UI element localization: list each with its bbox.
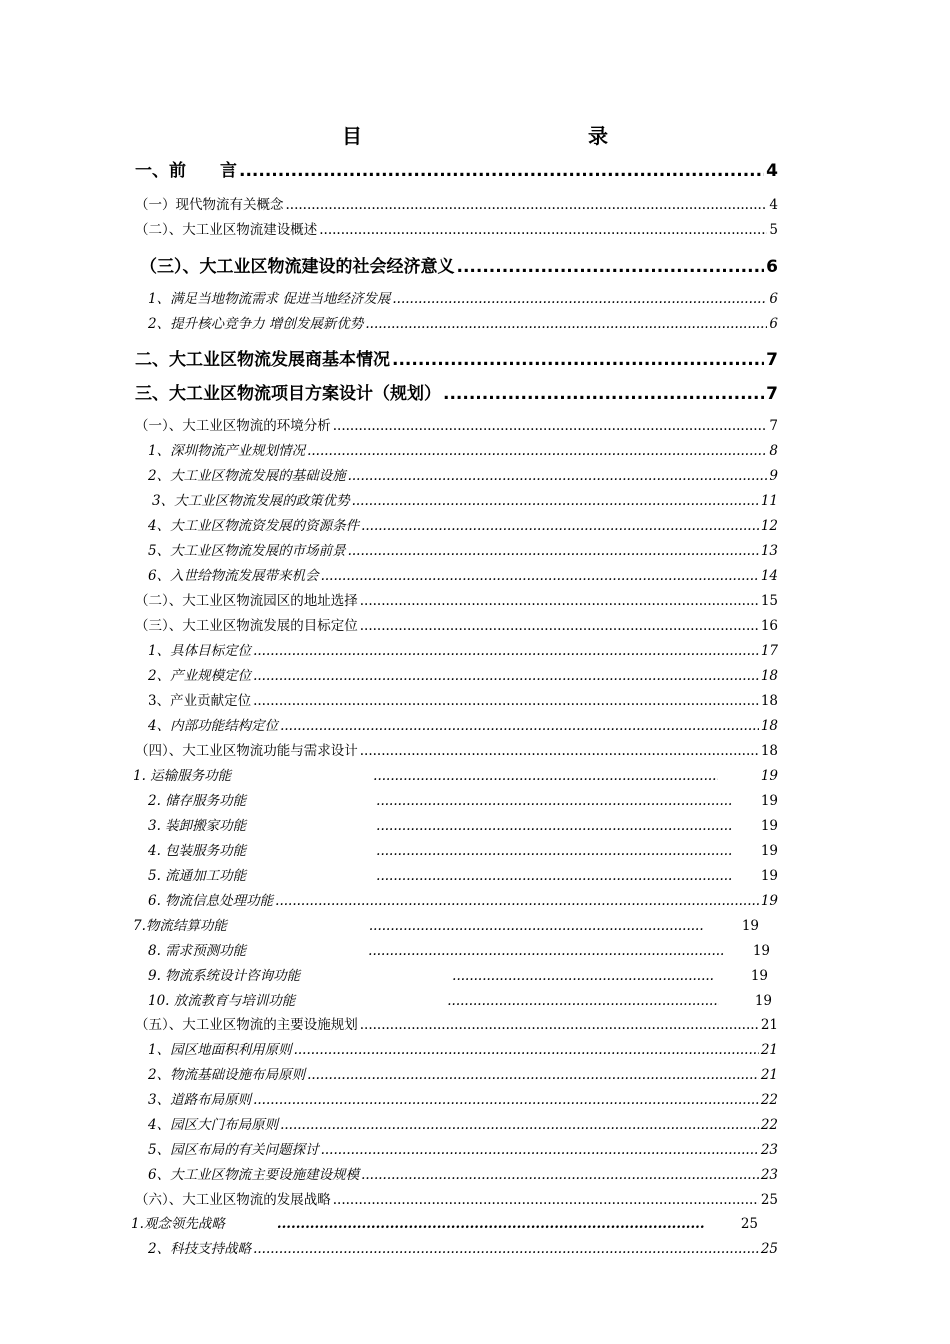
toc-entry-label: 4、园区大门布局原则 [148, 1117, 279, 1133]
dot-leader [360, 743, 759, 759]
toc-entry[interactable] [133, 764, 778, 784]
toc-entry-page: 18 [760, 718, 778, 734]
dot-leader [373, 768, 718, 784]
dot-leader [376, 843, 733, 859]
toc-entry[interactable] [148, 1038, 778, 1058]
toc-entry-page: 19 [741, 918, 759, 934]
toc-entry-page: 6 [769, 291, 778, 307]
toc-entry-page: 13 [760, 543, 778, 559]
dot-leader [376, 818, 733, 834]
toc-entry-label: 1、园区地面积利用原则 [148, 1042, 292, 1058]
toc-entry[interactable] [148, 514, 778, 534]
toc-entry[interactable] [148, 864, 778, 884]
toc-entry[interactable] [148, 464, 778, 484]
dot-leader [348, 468, 768, 484]
toc-entry-page: 21 [760, 1042, 778, 1058]
toc-entry[interactable] [148, 539, 778, 559]
dot-leader [253, 643, 759, 659]
toc-entry-page: 6 [769, 316, 778, 332]
toc-title: 目 录 [342, 124, 670, 148]
toc-entry-label: 5. 流通加工功能 [148, 868, 247, 884]
toc-entry[interactable] [148, 689, 778, 709]
toc-entry-label: 10. 放流教育与培训功能 [148, 993, 296, 1009]
toc-entry-page: 16 [760, 618, 778, 634]
toc-entry[interactable] [135, 218, 778, 238]
dot-leader [369, 918, 704, 934]
toc-entry-label: 三、大工业区物流项目方案设计（规划） [135, 384, 441, 404]
toc-entry[interactable] [135, 156, 778, 181]
toc-entry[interactable] [152, 489, 778, 509]
toc-entry[interactable] [135, 1188, 778, 1208]
toc-entry-page: 25 [760, 1192, 778, 1208]
toc-entry-label: （二）、大工业区物流园区的地址选择 [135, 593, 358, 609]
dot-leader [253, 693, 759, 709]
toc-entry[interactable] [148, 312, 778, 332]
dot-leader [376, 793, 733, 809]
dot-leader [443, 384, 764, 404]
toc-entry[interactable] [148, 989, 772, 1009]
toc-entry-label: （一）、大工业区物流的环境分析 [135, 418, 331, 434]
toc-entry[interactable] [131, 1212, 758, 1232]
toc-entry-label: （三）、大工业区物流发展的目标定位 [135, 618, 358, 634]
toc-entry-label: 1.观念领先战略 [131, 1216, 225, 1232]
dot-leader [360, 618, 759, 634]
toc-entry[interactable] [148, 789, 778, 809]
toc-entry-label: 9. 物流系统设计咨询功能 [148, 968, 301, 984]
toc-entry-label: 1、深圳物流产业规划情况 [148, 443, 306, 459]
toc-entry-page: 19 [760, 818, 778, 834]
toc-entry-page: 25 [740, 1216, 758, 1232]
dot-leader [360, 1017, 759, 1033]
toc-entry[interactable] [148, 889, 778, 909]
toc-entry-page: 17 [760, 643, 778, 659]
toc-entry-page: 21 [760, 1067, 778, 1083]
toc-entry-page: 18 [760, 668, 778, 684]
toc-entry[interactable] [135, 414, 778, 434]
toc-entry-label: 2、大工业区物流发展的基础设施 [148, 468, 346, 484]
toc-entry-label: 3、大工业区物流发展的政策优势 [152, 493, 350, 509]
toc-entry-page: 19 [750, 968, 768, 984]
dot-leader [239, 161, 764, 181]
toc-entry-label: 4. 包装服务功能 [148, 843, 247, 859]
dot-leader [376, 868, 733, 884]
toc-entry-label: 3、道路布局原则 [148, 1092, 252, 1108]
dot-leader [361, 1167, 759, 1183]
toc-entry-label: 7.物流结算功能 [133, 918, 227, 934]
toc-entry-label: 2、科技支持战略 [148, 1241, 252, 1257]
toc-entry[interactable] [148, 639, 778, 659]
toc-entry-page: 19 [754, 993, 772, 1009]
dot-leader [360, 593, 759, 609]
toc-entry[interactable] [135, 1013, 778, 1033]
toc-entry-label: 8. 需求预测功能 [148, 943, 247, 959]
toc-entry-label: 6. 物流信息处理功能 [148, 893, 274, 909]
toc-entry-label: 4、内部功能结构定位 [148, 718, 279, 734]
toc-entry[interactable] [140, 252, 778, 277]
toc-entry-page: 19 [760, 768, 778, 784]
toc-entry-page: 19 [760, 893, 778, 909]
toc-entry[interactable] [148, 664, 778, 684]
dot-leader [307, 443, 767, 459]
dot-leader [333, 1192, 759, 1208]
toc-entry-label: 2、产业规模定位 [148, 668, 252, 684]
toc-entry-label: 3. 装卸搬家功能 [148, 818, 247, 834]
toc-entry-page: 19 [760, 843, 778, 859]
toc-entry-label: （六）、大工业区物流的发展战略 [135, 1192, 331, 1208]
toc-entry[interactable] [135, 614, 778, 634]
toc-entry[interactable] [148, 439, 778, 459]
toc-entry[interactable] [148, 1237, 778, 1257]
toc-entry-label: 2、提升核心竞争力 增创发展新优势 [148, 316, 364, 332]
dot-leader [447, 993, 719, 1009]
toc-entry-label: 一、前 言 [135, 161, 237, 181]
dot-leader [280, 1117, 759, 1133]
toc-entry-page: 9 [769, 468, 778, 484]
toc-entry[interactable] [148, 1063, 778, 1083]
toc-entry-page: 15 [760, 593, 778, 609]
toc-entry-label: （五）、大工业区物流的主要设施规划 [135, 1017, 358, 1033]
toc-entry-page: 6 [766, 257, 778, 277]
toc-entry-label: 6、入世给物流发展带来机会 [148, 568, 319, 584]
dot-leader [333, 418, 768, 434]
toc-entry-page: 19 [752, 943, 770, 959]
dot-leader [253, 668, 759, 684]
toc-entry-page: 7 [766, 384, 778, 404]
toc-entry-page: 14 [760, 568, 778, 584]
toc-entry[interactable] [135, 589, 778, 609]
toc-entry-label: （二）、大工业区物流建设概述 [135, 222, 318, 238]
dot-leader [452, 968, 714, 984]
toc-entry-label: （三）、大工业区物流建设的社会经济意义 [140, 257, 455, 277]
toc-entry[interactable] [135, 379, 778, 404]
toc-entry-label: 二、大工业区物流发展商基本情况 [135, 350, 390, 370]
toc-entry[interactable] [135, 345, 778, 370]
toc-entry[interactable] [133, 914, 759, 934]
toc-entry-page: 18 [760, 693, 778, 709]
dot-leader [352, 493, 759, 509]
toc-entry-page: 19 [760, 793, 778, 809]
toc-entry-page: 7 [766, 350, 778, 370]
toc-entry-page: 7 [769, 418, 778, 434]
toc-entry[interactable] [148, 839, 778, 859]
toc-entry-page: 5 [769, 222, 778, 238]
dot-leader [319, 222, 767, 238]
toc-entry-page: 25 [760, 1241, 778, 1257]
toc-entry[interactable] [148, 1138, 778, 1158]
toc-entry-page: 12 [760, 518, 778, 534]
toc-entry[interactable] [135, 739, 778, 759]
toc-entry-page: 19 [760, 868, 778, 884]
dot-leader [253, 1092, 759, 1108]
dot-leader [280, 718, 759, 734]
dot-leader [307, 1067, 759, 1083]
toc-entry-label: 1. 运输服务功能 [133, 768, 232, 784]
dot-leader [321, 568, 759, 584]
toc-entry-label: 5、大工业区物流发展的市场前景 [148, 543, 346, 559]
toc-entry[interactable] [148, 287, 778, 307]
toc-entry-label: 1、具体目标定位 [148, 643, 252, 659]
toc-entry-page: 11 [760, 493, 778, 509]
toc-entry[interactable] [148, 814, 778, 834]
dot-leader [368, 943, 725, 959]
toc-entry-label: 4、大工业区物流资发展的资源条件 [148, 518, 360, 534]
dot-leader [253, 1241, 759, 1257]
toc-entry-label: 6、大工业区物流主要设施建设规模 [148, 1167, 360, 1183]
dot-leader [275, 893, 759, 909]
toc-entry-label: （一）现代物流有关概念 [135, 197, 284, 213]
toc-entry-page: 21 [760, 1017, 778, 1033]
dot-leader [321, 1142, 759, 1158]
toc-entry-page: 4 [769, 197, 778, 213]
toc-entry-page: 18 [760, 743, 778, 759]
dot-leader [286, 197, 768, 213]
dot-leader [361, 518, 759, 534]
toc-entry[interactable] [148, 564, 778, 584]
toc-entry-page: 22 [760, 1092, 778, 1108]
toc-entry[interactable] [135, 193, 778, 213]
dot-leader [277, 1216, 705, 1232]
toc-entry-page: 4 [766, 161, 778, 181]
toc-entry-label: 5、园区布局的有关问题探讨 [148, 1142, 319, 1158]
dot-leader [294, 1042, 759, 1058]
dot-leader [365, 316, 767, 332]
toc-entry-label: （四）、大工业区物流功能与需求设计 [135, 743, 358, 759]
toc-entry[interactable] [148, 1088, 778, 1108]
toc-entry-page: 23 [760, 1167, 778, 1183]
toc-entry[interactable] [148, 1163, 778, 1183]
toc-entry-label: 2. 储存服务功能 [148, 793, 247, 809]
toc-entry-label: 2、物流基础设施布局原则 [148, 1067, 306, 1083]
dot-leader [392, 291, 767, 307]
toc-entry[interactable] [148, 939, 770, 959]
dot-leader [348, 543, 759, 559]
toc-entry[interactable] [148, 1113, 778, 1133]
toc-entry[interactable] [148, 714, 778, 734]
toc-entry-page: 23 [760, 1142, 778, 1158]
toc-entry-label: 3、产业贡献定位 [148, 693, 252, 709]
toc-entry-page: 22 [760, 1117, 778, 1133]
dot-leader [457, 257, 765, 277]
dot-leader [392, 350, 764, 370]
toc-entry-page: 8 [769, 443, 778, 459]
toc-entry-label: 1、满足当地物流需求 促进当地经济发展 [148, 291, 391, 307]
toc-entry[interactable] [148, 964, 768, 984]
